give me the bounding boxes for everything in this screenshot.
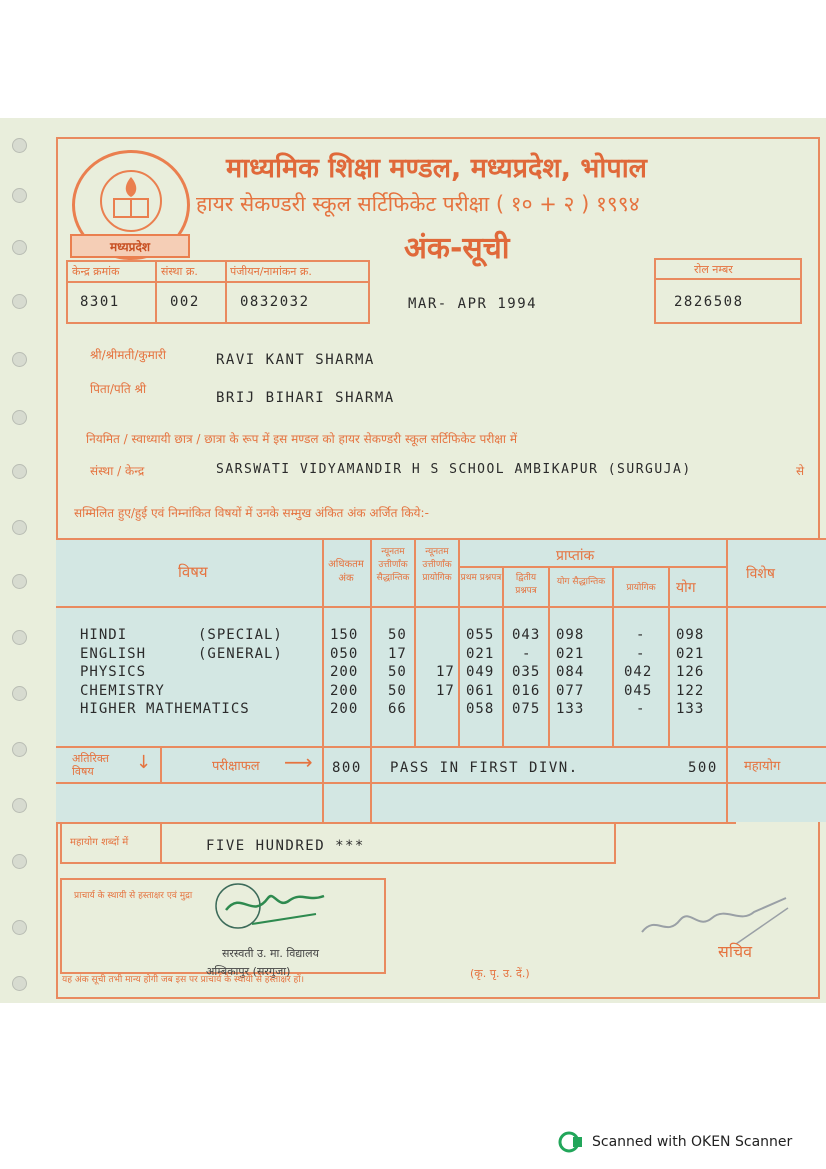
table-cell: 50 [388, 664, 407, 680]
header-max: अधिकतम अंक [328, 559, 364, 584]
exam-session: MAR- APR 1994 [408, 296, 538, 312]
min-theory-column [388, 626, 407, 719]
table-cell: 098 [556, 627, 585, 643]
table-cell: 150 [330, 627, 359, 643]
registration-number: 0832032 [240, 294, 310, 310]
candidate-name: RAVI KANT SHARMA [216, 352, 375, 368]
table-cell: 035 [512, 664, 541, 680]
grand-total-label: महायोग [744, 759, 781, 774]
declaration-line-3: सम्मिलित हुए/हुई एवं निम्नांकित विषयों में उनके सम्मुख अंकित अंक अर्जित किये:- [74, 506, 429, 520]
table-cell: 200 [330, 701, 359, 717]
table-cell: 66 [388, 701, 407, 717]
table-row-type: (SPECIAL) [198, 627, 283, 643]
subject-type-column [198, 626, 283, 663]
table-cell: - [636, 701, 646, 717]
table-cell: 050 [330, 645, 359, 662]
punch-holes [6, 130, 32, 990]
table-cell [436, 645, 455, 664]
table-cell: 17 [436, 682, 455, 699]
table-cell: 200 [330, 664, 359, 680]
document-title: अंक-सूची [404, 231, 510, 266]
table-cell: 021 [556, 645, 585, 662]
secretary-signature-icon [636, 894, 796, 954]
board-name: माध्यमिक शिक्षा मण्डल, मध्यप्रदेश, भोपाल [226, 153, 647, 184]
validity-note: यह अंक सूची तभी मान्य होगी जब इस पर प्राचार्य के स्थायी से हस्ताक्षर हों। [62, 975, 305, 985]
stamp-line-2: अम्बिकापुर (सरगुजा) [206, 965, 291, 978]
principal-sign-label: प्राचार्य के स्थायी से हस्ताक्षर एवं मुद्रा [74, 891, 193, 901]
roll-label: रोल नम्बर [694, 263, 733, 276]
header-paper2: द्वितीय प्रश्नपत्र [515, 573, 537, 596]
header-obtained: प्राप्तांक [556, 548, 595, 564]
table-cell: 021 [466, 645, 495, 662]
grand-total: 500 [688, 760, 718, 776]
total-in-words: FIVE HUNDRED *** [206, 838, 365, 854]
table-cell: - [636, 627, 646, 643]
table-cell: 049 [466, 664, 495, 680]
table-cell: 50 [388, 682, 407, 699]
declaration-line-1: नियमित / स्वाध्यायी छात्र / छात्रा के रूप में इस मण्डल को हायर सेकण्डरी स्कूल सर्टिफिकेट परीक्षा में [86, 432, 518, 446]
table-cell: 042 [624, 664, 653, 680]
table-cell: - [636, 645, 646, 662]
table-cell: 133 [556, 701, 585, 717]
header-total: योग [676, 580, 696, 596]
table-row-subject: HINDI [80, 627, 128, 643]
school-name: SARSWATI VIDYAMANDIR H S SCHOOL AMBIKAPUR (SURGUJA) [216, 462, 692, 477]
total-theory-column [556, 626, 584, 719]
table-cell: 077 [556, 682, 585, 699]
min-practical-column [436, 626, 455, 719]
table-cell: 133 [676, 701, 705, 717]
scanner-watermark [558, 1131, 792, 1153]
header-subject: विषय [178, 563, 208, 581]
stamp-line-1: सरस्वती उ. मा. विद्यालय [222, 947, 319, 960]
exam-name: हायर सेकण्डरी स्कूल सर्टिफिकेट परीक्षा ( १० + २ ) १९९४ [196, 192, 640, 216]
roll-number: 2826508 [674, 294, 744, 310]
institution-code: 002 [170, 294, 200, 310]
table-cell: 058 [466, 701, 495, 717]
seal-banner: मध्यप्रदेश [70, 234, 190, 258]
table-cell: 016 [512, 682, 541, 699]
table-cell: 021 [676, 645, 705, 662]
principal-signature-icon [212, 880, 332, 936]
table-cell: 045 [624, 682, 653, 699]
centre-code-label: केन्द्र क्रमांक [72, 265, 120, 278]
table-cell [436, 626, 455, 645]
header-min-theory: न्यूनतम उत्तीर्णांक सैद्धान्तिक [376, 547, 410, 583]
institution-code-label: संस्था क्र. [161, 265, 198, 278]
secretary-label: सचिव [718, 942, 753, 961]
header-special: विशेष [746, 566, 776, 582]
header-paper1: प्रथम प्रश्नपत्र [460, 573, 502, 583]
table-cell: 200 [330, 682, 359, 699]
name-label: श्री/श्रीमती/कुमारी [90, 348, 166, 362]
practical-column [624, 626, 652, 719]
words-label: महायोग शब्दों में [70, 837, 129, 848]
table-row-subject: CHEMISTRY [80, 682, 165, 699]
header-total-theory: योग सैद्धान्तिक [556, 577, 606, 587]
paper2-column [512, 626, 540, 719]
table-cell: 098 [676, 627, 705, 643]
table-cell: - [522, 645, 532, 662]
result-label: परीक्षाफल [212, 759, 260, 774]
table-row-type: (GENERAL) [198, 645, 283, 662]
table-row-subject: PHYSICS [80, 664, 147, 680]
scanner-logo-icon [558, 1131, 584, 1153]
down-arrow-icon: ↓ [136, 752, 152, 773]
scanner-text: Scanned with OKEN Scanner [592, 1134, 793, 1150]
header-practical: प्रायोगिक [626, 583, 656, 593]
father-name: BRIJ BIHARI SHARMA [216, 390, 395, 406]
table-row-subject: HIGHER MATHEMATICS [80, 701, 250, 717]
table-cell: 075 [512, 701, 541, 717]
table-row-subject: ENGLISH [80, 645, 147, 662]
max-column [330, 626, 358, 719]
table-cell: 17 [436, 664, 455, 680]
father-label: पिता/पति श्री [90, 382, 147, 396]
school-label: संस्था / केन्द्र [90, 464, 145, 478]
turn-over-note: (कृ. पृ. उ. दें.) [470, 967, 530, 980]
table-cell: 122 [676, 682, 705, 699]
school-suffix: से [796, 464, 805, 478]
right-arrow-icon: ⟶ [284, 750, 313, 774]
max-total: 800 [332, 760, 362, 776]
table-cell [436, 700, 455, 719]
table-cell: 50 [388, 627, 407, 643]
result-text: PASS IN FIRST DIVN. [390, 760, 579, 776]
table-cell: 17 [388, 645, 407, 662]
registration-label: पंजीयन/नामांकन क्र. [230, 265, 312, 278]
table-cell: 126 [676, 664, 705, 680]
additional-subject-label: अतिरिक्त विषय [72, 752, 110, 778]
header-min-practical: न्यूनतम उत्तीर्णांक प्रायोगिक [422, 547, 452, 583]
table-cell: 043 [512, 627, 541, 643]
total-column [676, 626, 704, 719]
table-cell: 055 [466, 627, 495, 643]
table-cell: 061 [466, 682, 495, 699]
centre-code: 8301 [80, 294, 120, 310]
paper1-column [466, 626, 494, 719]
table-cell: 084 [556, 664, 585, 680]
